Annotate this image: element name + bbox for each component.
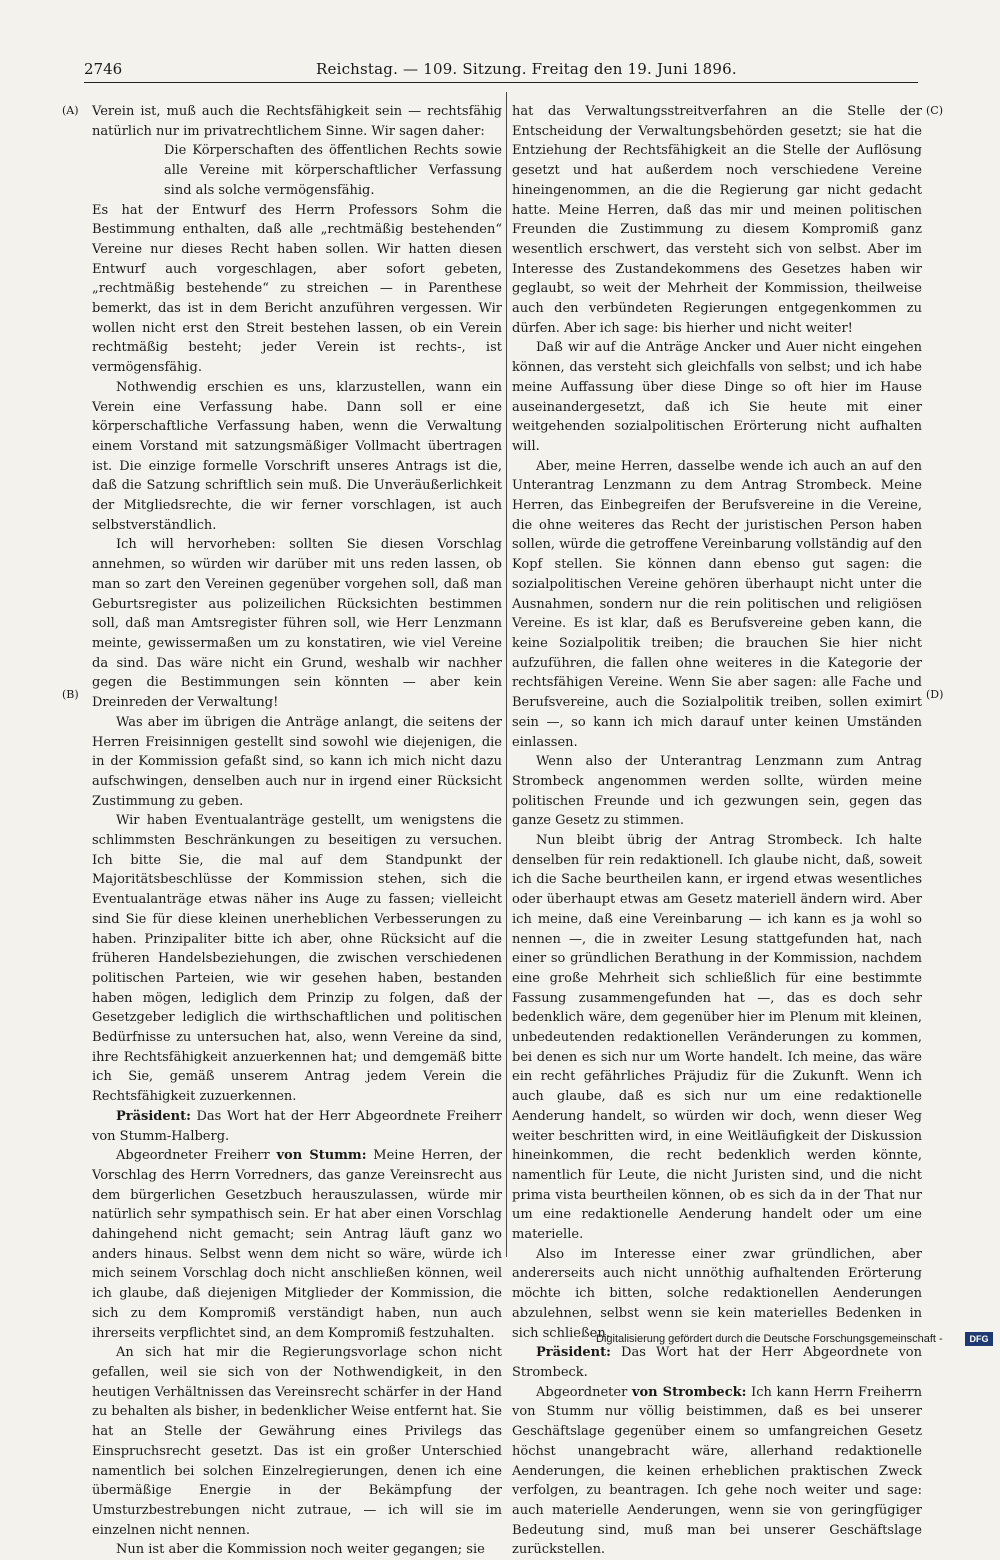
footer-credit: Digitalisierung gefördert durch die Deutsche Forschungsgemeinschaft - [596, 1333, 943, 1345]
paragraph: An sich hat mir die Regierungsvorlage schon nicht gefallen, weil sie sich von der Nothwendigkeit, in den heutigen Verhältnissen das Vereinsrecht schärfer in der Hand zu behalten als bisher, in bedenklicher Weise entfernt hat. Sie hat an Stelle der Gewährung eines Privilegs das Einspruchsrecht gesetzt. Das ist ein großer Unterschied namentlich bei solchen Einzelregierungen, denen ich eine übermäßige Energie in der Bekämpfung der Umsturzbestrebungen nicht zutraue, — ich will sie im einzelnen nicht nennen. [92, 1345, 502, 1538]
speaker-intro: Abgeordneter [536, 1384, 632, 1400]
dfg-logo: DFG [965, 1332, 993, 1346]
paragraph: Was aber im übrigen die Anträge anlangt, die seitens der Herren Freisinnigen gestellt sind sowohl wie diejenigen, die in der Kommission gefaßt sind, so kann ich mich nicht dazu aufschwingen, denselben auch nur in irgend einer Rücksicht Zustimmung zu geben. [92, 714, 502, 809]
speaker-name: Präsident: [116, 1108, 191, 1124]
margin-marker-c: (C) [926, 104, 943, 117]
paragraph: Wir haben Eventualanträge gestellt, um wenigstens die schlimmsten Beschränkungen zu beseitigen zu versuchen. Ich bitte Sie, die mal auf dem Standpunkt der Majoritätsbeschlüsse der Kommission stehen, sich die Eventualanträge etwas näher ins Auge zu fassen; vielleicht sind Sie für diese kleinen unerheblichen Verbesserungen zu haben. Prinzipaliter bitte ich aber, ohne Rücksicht auf die früheren Handelsbeziehungen, die zwischen verschiedenen politischen Parteien, wie wir gesehen haben, bestanden haben mögen, lediglich dem Prinzip zu folgen, daß der Gesetzgeber lediglich die wirthschaftlichen und politischen Bedürfnisse zu untersuchen hat, also, wenn Vereine da sind, ihre Rechtsfähigkeit anzuerkennen hat; und demgemäß bitte ich Sie, gemäß unserem Antrag jedem Verein die Rechtsfähigkeit zuzuerkennen. [92, 813, 502, 1105]
statement-text: Das Wort hat der Herr Abgeordnete von Strombeck. [512, 1345, 922, 1380]
margin-marker-b: (B) [62, 688, 79, 701]
paragraph: Verein ist, muß auch die Rechtsfähigkeit sein — rechtsfähig natürlich nur im privatrechtlichem Sinne. Wir sagen daher: [92, 104, 502, 139]
speech-paragraph [92, 1146, 502, 1343]
speech-text: Ich kann Herrn Freiherrn von Stumm nur völlig beistimmen, daß es bei unserer Geschäftslage gegenüber einem so umfangreichen Gesetz höchst unangebracht wäre, allerhand redaktionelle Aenderungen, die keinen erheblichen praktischen Zweck verfolgen, zu beantragen. Ich gehe noch weiter und sage: auch materielle Aenderungen, wenn sie von geringfügiger Bedeutung sind, muß man bei unserer Geschäftslage zurückstellen. [512, 1384, 923, 1558]
block-quote: Die Körperschaften des öffentlichen Rechts sowie alle Vereine mit körperschaftlicher Verfassung sind als solche vermögensfähig. [164, 143, 502, 198]
president-statement [92, 1107, 502, 1146]
paragraph: Also im Interesse einer zwar gründlichen, aber andererseits auch nicht unnöthig aufhaltenden Erörterung möchte ich bitten, solche redaktionellen Aenderungen abzulehnen, selbst wenn sie kein materielles Bedenken in sich schließen. [512, 1246, 922, 1341]
paragraph: Nun bleibt übrig der Antrag Strombeck. Ich halte denselben für rein redaktionell. Ich glaube nicht, daß, soweit ich die Sache beurtheilen kann, er irgend etwas wesentliches oder überhaupt etwas am Gesetz materiell ändern wird. Aber ich meine, daß eine Vereinbarung — ich kann es ja wohl so nennen —, die in zweiter Lesung stattgefunden hat, nach einer so gründlichen Berathung in der Kommission, nachdem eine große Mehrheit sich schließlich für eine bestimmte Fassung zusammengefunden hat —, das es doch sehr bedenklich wäre, dem gegenüber hier im Plenum mit kleinen, unbedeutenden redaktionellen Veränderungen zu kommen, bei denen es sich nur um Worte handelt. Ich meine, das wäre ein recht gefährliches Präjudiz für die Zukunft. Wenn ich auch glaube, daß es sich nur um eine redaktionelle Aenderung handelt, so würden wir doch, wenn dieser Weg weiter beschritten wird, in eine Weitläufigkeit der Diskussion hineinkommen, die recht bedenklich werden könnte, namentlich für Leute, die nicht Juristen sind, und die nicht prima vista beurtheilen können, ob es sich da in der That nur um eine redaktionelle Aenderung handelt oder um eine materielle. [512, 833, 922, 1243]
paragraph: Nun ist aber die Kommission noch weiter gegangen; sie [116, 1542, 485, 1558]
paragraph: Daß wir auf die Anträge Ancker und Auer nicht eingehen können, das versteht sich gleichfalls von selbst; und ich habe meine Auffassung über diese Dinge so oft hier im Hause auseinandergesetzt, daß ich Sie heute mit einer weitgehenden sozialpolitischen Erörterung nicht aufhalten will. [512, 340, 922, 454]
margin-marker-a: (A) [62, 104, 79, 117]
paragraph: Nothwendig erschien es uns, klarzustellen, wann ein Verein eine Verfassung habe. Dann soll er eine körperschaftliche Verfassung haben, wenn die Verwaltung einem Vorstand mit satzungsmäßiger Vollmacht übertragen ist. Die einzige formelle Vorschrift unseres Antrags ist die, daß die Satzung schriftlich sein muß. Die Unveräußerlichkeit der Mitgliedsrechte, die wir ferner vorschlagen, ist auch selbstverständlich. [92, 379, 502, 533]
paragraph: Ich will hervorheben: sollten Sie diesen Vorschlag annehmen, so würden wir darüber mit uns reden lassen, ob man so zart den Vereinen gegenüber vorgehen soll, daß man Geburtsregister aus polizeilichen Rücksichten bestimmen soll, daß man Amtsregister führen soll, wie Herr Lenzmann meinte, gewissermaßen um zu konstatiren, wie viel Vereine da sind. Das wäre nicht ein Grund, weshalb wir nachher gegen die Bestimmungen sein könnten — aber kein Dreinreden der Verwaltung! [92, 537, 502, 711]
column-divider [506, 92, 507, 1257]
president-statement [512, 1343, 922, 1382]
header-rule [84, 82, 918, 83]
page-number: 2746 [84, 60, 123, 78]
speech-text: Meine Herren, der Vorschlag des Herrn Vorredners, das ganze Vereinsrecht aus dem bürgerlichen Gesetzbuch herauszulassen, würde mir natürlich sehr sympathisch sein. Er hat aber einen Vorschlag dahingehend nicht gemacht; sein Antrag läuft ganz wo anders hinaus. Selbst wenn dem nicht so wäre, würde ich mich seinem Vorschlag doch nicht anschließen können, weil ich glaube, daß diejenigen Mitglieder der Kommission, die sich zu dem Kompromiß verständigt haben, nun auch ihrerseits verpflichtet sind, an dem Kompromiß festzuhalten. [92, 1148, 503, 1341]
paragraph: hat das Verwaltungsstreitverfahren an die Stelle der Entscheidung der Verwaltungsbehörden gesetzt; sie hat die Entziehung der Rechtsfähigkeit an die Stelle der Auflösung gesetzt und hat außerdem noch verschiedene Vereine hineingenommen, an die die Regierung gar nicht gedacht hatte. Meine Herren, daß das mir und meinen politischen Freunden die Zustimmung zu diesem Kompromiß ganz wesentlich erschwert, das versteht sich von selbst. Aber im Interesse des Zustandekommens des Gesetzes haben wir geglaubt, so weit der Mehrheit der Kommission, theilweise auch den verbündeten Regierungen entgegenkommen zu dürfen. Aber ich sage: bis hierher und nicht weiter! [512, 104, 922, 336]
speaker-name: von Strombeck: [631, 1384, 747, 1400]
speech-paragraph [512, 1383, 922, 1560]
margin-marker-d: (D) [926, 688, 944, 701]
paragraph: Wenn also der Unterantrag Lenzmann zum Antrag Strombeck angenommen werden sollte, würden meine politischen Freunde und ich gezwungen sein, gegen das ganze Gesetz zu stimmen. [512, 754, 922, 829]
paragraph: Es hat der Entwurf des Herrn Professors Sohm die Bestimmung enthalten, daß alle „rechtmäßig bestehenden“ Vereine nur dieses Recht haben sollen. Wir hatten diesen Entwurf auch vorgeschlagen, aber sofort gebeten, „rechtmäßig bestehende“ zu streichen — in Parenthese bemerkt, das ist in dem Bericht anzuführen vergessen. Wir wollen nicht erst den Streit bestehen lassen, ob ein Verein rechtmäßig besteht; jeder Verein ist rechts-, ist vermögensfähig. [92, 202, 502, 376]
speaker-name: von Stumm: [276, 1148, 367, 1164]
speaker-intro: Abgeordneter Freiherr [116, 1148, 277, 1164]
speaker-name: Präsident: [536, 1345, 611, 1361]
running-head: Reichstag. — 109. Sitzung. Freitag den 19. Juni 1896. [316, 60, 737, 78]
left-column [92, 102, 503, 1558]
paragraph: Aber, meine Herren, dasselbe wende ich auch an auf den Unterantrag Lenzmann zu dem Antrag Strombeck. Meine Herren, das Einbegreifen der Berufsvereine in die Vereine, die ohne weiteres das Recht der juristischen Person haben sollen, würde die getroffene Vereinbarung vollständig auf den Kopf stellen. Sie können dann ebenso gut sagen: die sozialpolitischen Vereine gehören überhaupt nicht unter die Ausnahmen, sondern nur die rein politischen und religiösen Vereine. Es ist klar, daß es Berufsvereine geben kann, die keine Sozialpolitik treiben; die brauchen Sie hier nicht aufzuführen, die fallen ohne weiteres in die Kategorie der rechtsfähigen Vereine. Wenn Sie aber sagen: alle Fache und Berufsvereine, auch die Sozialpolitik treiben, sollen eximirt sein —, so kann ich mich darauf unter keinen Umständen einlassen. [512, 458, 922, 750]
statement-text: Das Wort hat der Herr Abgeordnete Freiherr von Stumm-Halberg. [92, 1108, 502, 1144]
